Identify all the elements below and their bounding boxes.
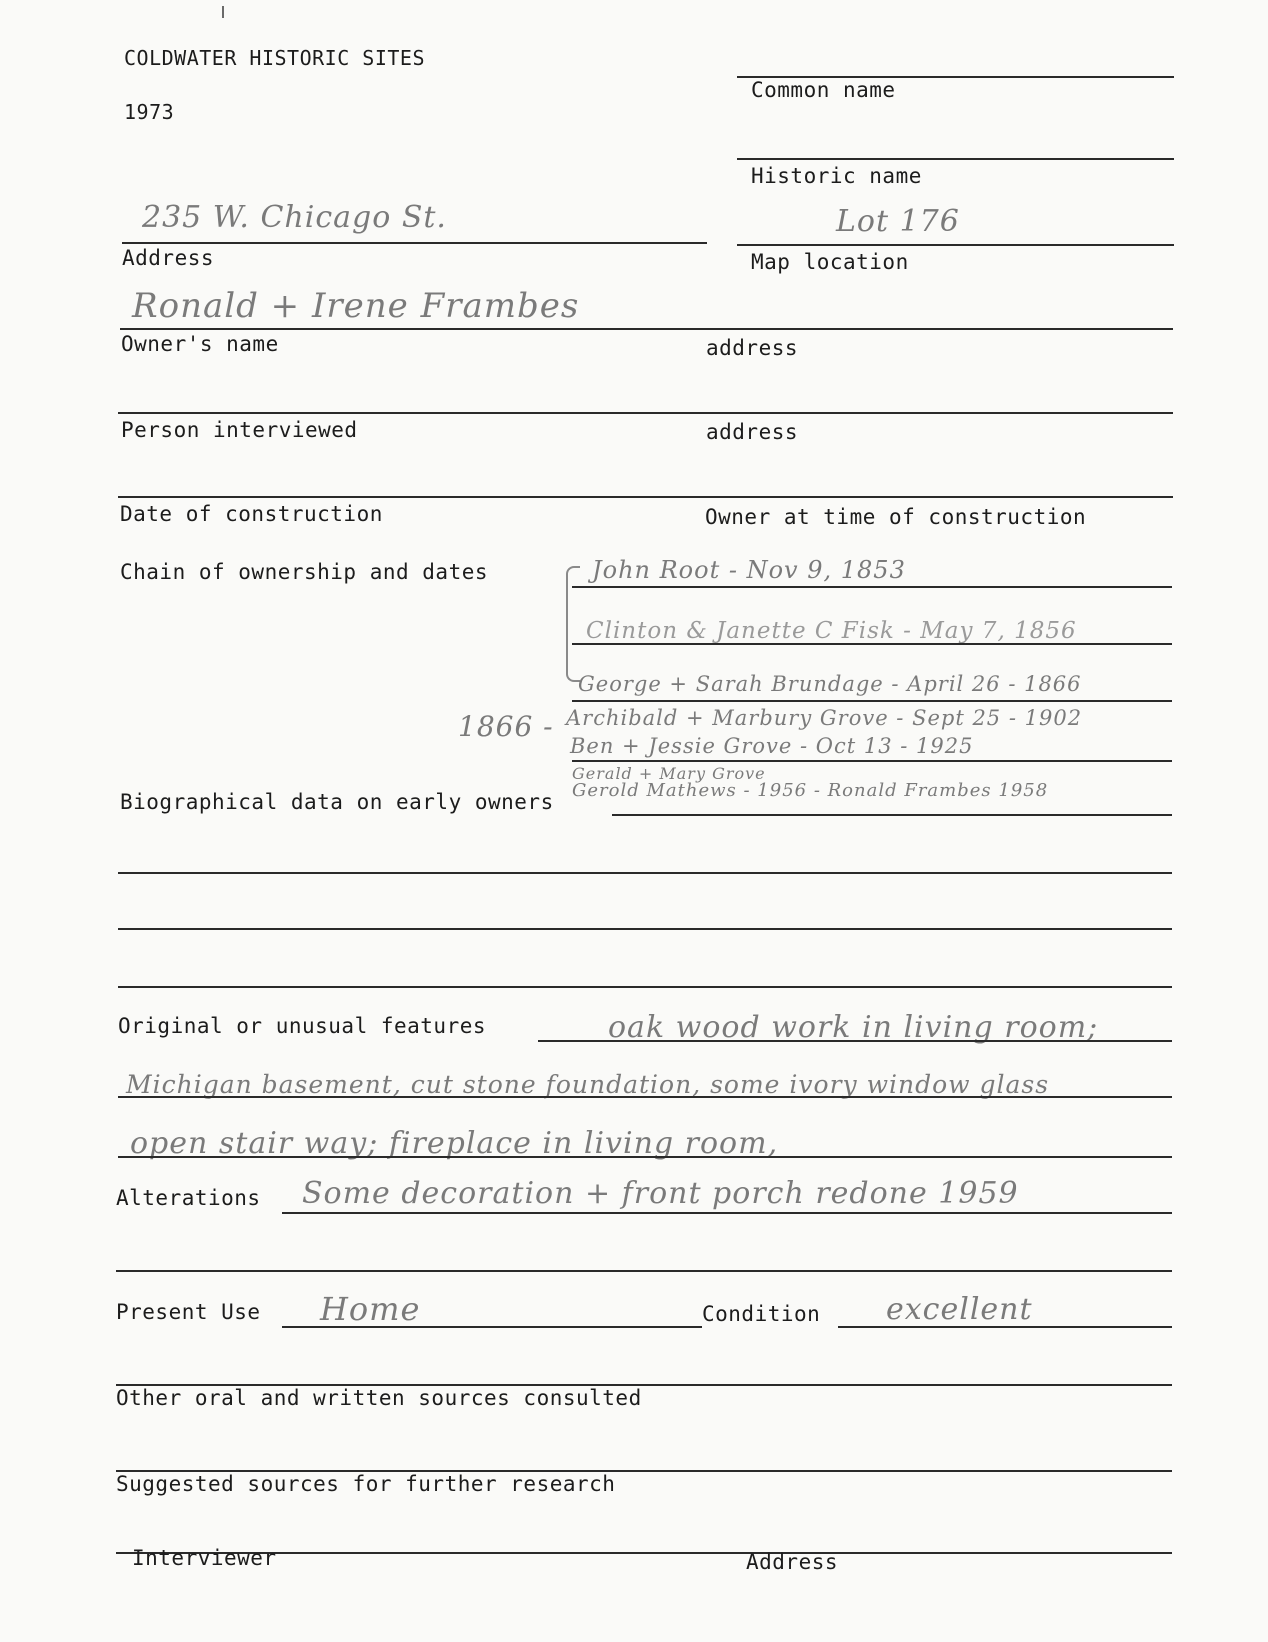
biographical-line-2 [118, 872, 1172, 874]
common-name-label: Common name [751, 78, 896, 102]
condition-line [838, 1326, 1172, 1328]
map-location-line [737, 244, 1174, 246]
interviewer-label: Interviewer [132, 1546, 277, 1570]
condition-value: excellent [886, 1292, 1033, 1327]
chain-entry-7: Gerold Mathews - 1956 - Ronald Frambes 1958 [572, 780, 1049, 801]
owner-address-label: address [706, 336, 799, 360]
person-interviewed-label: Person interviewed [121, 418, 358, 442]
present-use-value: Home [320, 1290, 421, 1328]
present-use-label: Present Use [116, 1300, 261, 1324]
features-line-2 [118, 1096, 1172, 1098]
biographical-line-3 [118, 928, 1172, 930]
chain-line-3 [572, 700, 1172, 702]
features-value-2: Michigan basement, cut stone foundation, some ivory window glass [126, 1070, 1050, 1099]
historic-name-line [737, 158, 1174, 160]
present-use-line [282, 1326, 702, 1328]
other-sources-label: Other oral and written sources consulted [116, 1386, 642, 1410]
form-year: 1973 [124, 100, 175, 124]
chain-entry-2: Clinton & Janette C Fisk - May 7, 1856 [586, 618, 1077, 644]
map-location-label: Map location [751, 250, 909, 274]
original-features-label: Original or unusual features [118, 1014, 487, 1038]
person-address-label: address [706, 420, 799, 444]
chain-line-2 [572, 643, 1172, 645]
biographical-data-label: Biographical data on early owners [120, 790, 554, 814]
map-location-value: Lot 176 [836, 204, 960, 239]
biographical-line-4 [118, 986, 1172, 988]
owners-name-label: Owner's name [121, 332, 279, 356]
form-title: COLDWATER HISTORIC SITES [124, 46, 425, 70]
chain-entry-3: George + Sarah Brundage - April 26 - 1866 [578, 672, 1082, 696]
chain-entry-5: Ben + Jessie Grove - Oct 13 - 1925 [570, 734, 974, 758]
chain-brace [566, 566, 580, 682]
features-value-3: open stair way; fireplace in living room, [130, 1126, 779, 1161]
address-label: Address [122, 246, 215, 270]
date-of-construction-line [118, 496, 1173, 498]
chain-entry-4: Archibald + Marbury Grove - Sept 25 - 1902 [566, 706, 1083, 730]
punch-mark [222, 6, 224, 18]
interviewer-address-label: Address [746, 1550, 839, 1574]
features-line-3 [118, 1156, 1172, 1158]
address-line [122, 242, 707, 244]
features-line-1 [538, 1040, 1172, 1042]
condition-label: Condition [702, 1302, 821, 1326]
person-interviewed-line [118, 412, 1173, 414]
chain-entry-6: Gerald + Mary Grove [572, 764, 766, 783]
chain-of-ownership-label: Chain of ownership and dates [120, 560, 489, 584]
suggested-sources-label: Suggested sources for further research [116, 1472, 616, 1496]
date-of-construction-label: Date of construction [120, 502, 383, 526]
owner-at-construction-label: Owner at time of construction [705, 505, 1087, 529]
owners-name-line [120, 328, 1173, 330]
alterations-value: Some decoration + front porch redone 1959 [302, 1176, 1019, 1211]
chain-line-4 [572, 760, 1172, 762]
biographical-line-1 [612, 814, 1172, 816]
chain-entry-1: John Root - Nov 9, 1853 [592, 556, 906, 584]
alterations-line-2 [116, 1270, 1172, 1272]
chain-margin-year: 1866 - [458, 710, 554, 743]
owners-name-value: Ronald + Irene Frambes [132, 286, 580, 326]
address-value: 235 W. Chicago St. [142, 200, 447, 235]
alterations-line-1 [282, 1212, 1172, 1214]
alterations-label: Alterations [116, 1186, 261, 1210]
chain-line-1 [572, 586, 1172, 588]
features-value-1: oak wood work in living room; [608, 1010, 1099, 1045]
historic-name-label: Historic name [751, 164, 922, 188]
